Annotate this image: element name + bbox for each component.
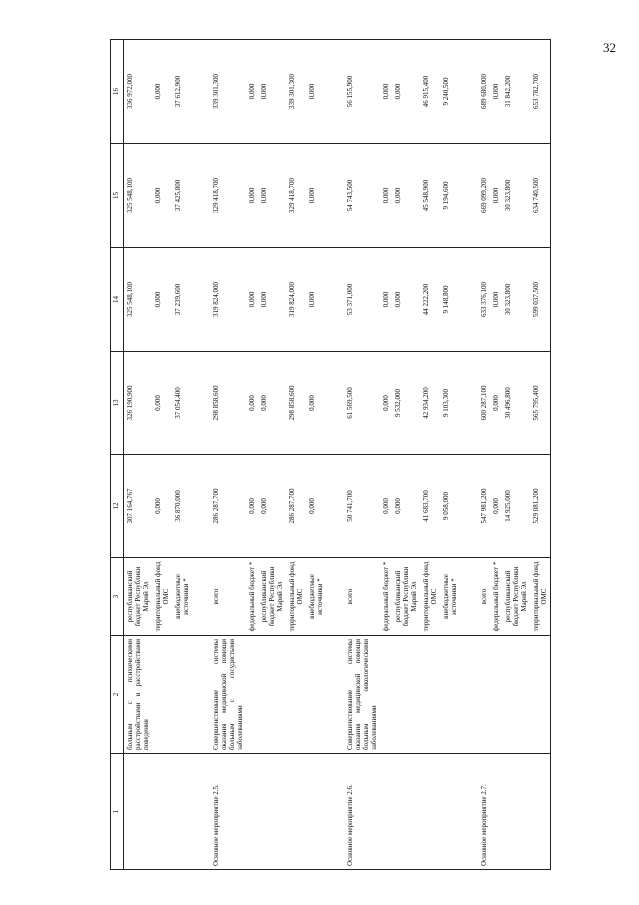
value-cell: 45 548,900 [420, 144, 440, 248]
value-cell: 633 376,100 [478, 248, 490, 352]
activity-cell [392, 754, 420, 870]
value-cell: 9 148,800 [440, 248, 460, 352]
value-cell: 54 743,500 [344, 144, 380, 248]
table-row [344, 40, 380, 870]
description-cell: больным с психическими расстройствами и расстройствами поведения [124, 636, 153, 754]
value-cell: 0,000 [152, 455, 172, 558]
activity-cell [124, 754, 153, 870]
description-cell [306, 636, 326, 754]
value-cell: 286 287,700 [210, 455, 246, 558]
activity-cell [286, 754, 306, 870]
value-cell: 0,000 [490, 248, 502, 352]
value-cell: 0,000 [306, 40, 326, 144]
spacer-cell [192, 455, 210, 558]
value-cell: 9 194,600 [440, 144, 460, 248]
value-cell: 37 612,900 [172, 40, 192, 144]
funding-source-cell: республиканский бюджет Республики Марий Эл [124, 558, 153, 636]
spacer-cell [460, 144, 478, 248]
description-cell [392, 636, 420, 754]
value-cell: 0,000 [152, 40, 172, 144]
value-cell: 37 239,600 [172, 248, 192, 352]
value-cell: 0,000 [246, 455, 258, 558]
value-cell: 0,000 [380, 352, 392, 455]
value-cell: 0,000 [258, 248, 286, 352]
value-cell: 36 870,000 [172, 455, 192, 558]
spacer-cell [460, 352, 478, 455]
value-cell: 53 371,000 [344, 248, 380, 352]
value-cell: 0,000 [392, 455, 420, 558]
activity-cell [258, 754, 286, 870]
value-cell: 46 915,400 [420, 40, 440, 144]
funding-source-cell: территориальный фонд ОМС [286, 558, 306, 636]
value-cell: 0,000 [306, 455, 326, 558]
value-cell: 37 425,800 [172, 144, 192, 248]
table-row [210, 40, 246, 870]
value-cell: 31 842,200 [502, 40, 530, 144]
activity-cell [306, 754, 326, 870]
spacer-cell [460, 40, 478, 144]
description-cell [172, 636, 192, 754]
value-cell: 9 058,000 [440, 455, 460, 558]
spacer-cell [192, 40, 210, 144]
value-cell: 0,000 [306, 352, 326, 455]
spacer-row [326, 40, 344, 870]
value-cell: 286 287,700 [286, 455, 306, 558]
spacer-cell [326, 754, 344, 870]
funding-source-cell: территориальный фонд ОМС [152, 558, 172, 636]
table-row [258, 40, 286, 870]
funding-source-cell: внебюджетные источники * [172, 558, 192, 636]
value-cell: 30 496,800 [502, 352, 530, 455]
value-cell: 669 099,200 [478, 144, 490, 248]
value-cell: 56 155,900 [344, 40, 380, 144]
funding-source-cell: всего [478, 558, 490, 636]
spacer-cell [326, 40, 344, 144]
activity-cell: Основное мероприятие 2.6. [344, 754, 380, 870]
value-cell: 0,000 [246, 248, 258, 352]
spacer-cell [326, 636, 344, 754]
value-cell: 689 680,000 [478, 40, 490, 144]
value-cell: 9 103,300 [440, 352, 460, 455]
header-cell: 12 [111, 455, 124, 558]
header-row [111, 40, 124, 870]
value-cell: 326 190,900 [124, 352, 153, 455]
value-cell: 329 418,700 [210, 144, 246, 248]
spacer-cell [192, 144, 210, 248]
table-row [478, 40, 490, 870]
value-cell: 0,000 [152, 144, 172, 248]
value-cell: 339 301,300 [210, 40, 246, 144]
spacer-cell [326, 352, 344, 455]
header-cell: 2 [111, 636, 124, 754]
value-cell: 0,000 [246, 352, 258, 455]
value-cell: 0,000 [490, 40, 502, 144]
funding-source-cell: территориальный фонд ОМС [420, 558, 440, 636]
description-cell [478, 636, 490, 754]
table-row [502, 40, 530, 870]
value-cell: 0,000 [306, 248, 326, 352]
spacer-cell [192, 754, 210, 870]
description-cell [258, 636, 286, 754]
description-cell [286, 636, 306, 754]
value-cell: 0,000 [246, 144, 258, 248]
value-cell: 0,000 [380, 40, 392, 144]
value-cell: 41 683,700 [420, 455, 440, 558]
value-cell: 325 548,100 [124, 144, 153, 248]
funding-source-cell: республиканский бюджет Республики Марий Эл [502, 558, 530, 636]
spacer-cell [326, 144, 344, 248]
table-body [124, 40, 551, 870]
value-cell: 599 037,500 [530, 248, 551, 352]
value-cell: 339 301,300 [286, 40, 306, 144]
table-row [246, 40, 258, 870]
value-cell: 61 569,500 [344, 352, 380, 455]
value-cell: 0,000 [490, 455, 502, 558]
value-cell: 0,000 [258, 352, 286, 455]
spacer-cell [460, 248, 478, 352]
activity-cell [502, 754, 530, 870]
header-cell: 1 [111, 754, 124, 870]
value-cell: 0,000 [392, 40, 420, 144]
spacer-cell [326, 455, 344, 558]
value-cell: 0,000 [392, 144, 420, 248]
value-cell: 0,000 [392, 248, 420, 352]
value-cell: 42 934,200 [420, 352, 440, 455]
header-cell: 3 [111, 558, 124, 636]
funding-source-cell: федеральный бюджет * [246, 558, 258, 636]
value-cell: 319 824,000 [210, 248, 246, 352]
funding-source-cell: внебюджетные источники * [306, 558, 326, 636]
table-row [124, 40, 153, 870]
value-cell: 0,000 [258, 40, 286, 144]
funding-source-cell: всего [210, 558, 246, 636]
value-cell: 298 858,600 [210, 352, 246, 455]
header-cell: 14 [111, 248, 124, 352]
value-cell: 30 323,800 [502, 248, 530, 352]
spacer-cell [192, 636, 210, 754]
spacer-cell [326, 558, 344, 636]
funding-source-cell: федеральный бюджет * [380, 558, 392, 636]
funding-source-cell: всего [344, 558, 380, 636]
funding-source-cell: территориальный фонд ОМС [530, 558, 551, 636]
value-cell: 37 054,400 [172, 352, 192, 455]
value-cell: 0,000 [258, 455, 286, 558]
activity-cell [246, 754, 258, 870]
value-cell: 565 795,400 [530, 352, 551, 455]
description-cell [380, 636, 392, 754]
description-cell [502, 636, 530, 754]
description-cell: Совершенствование системы оказания медицинской помощи больным онкологическими заболеваниями [344, 636, 380, 754]
table-row [440, 40, 460, 870]
value-cell: 0,000 [306, 144, 326, 248]
description-cell: Совершенствование системы оказания медицинской помощи больным с сосудистыми заболеваниями [210, 636, 246, 754]
activity-cell [530, 754, 551, 870]
value-cell: 529 081,200 [530, 455, 551, 558]
value-cell: 336 972,000 [124, 40, 153, 144]
spacer-cell [460, 558, 478, 636]
description-cell [420, 636, 440, 754]
value-cell: 325 548,100 [124, 248, 153, 352]
table-row [530, 40, 551, 870]
value-cell: 9 532,000 [392, 352, 420, 455]
activity-cell [490, 754, 502, 870]
header-cell: 16 [111, 40, 124, 144]
value-cell: 653 782,700 [530, 40, 551, 144]
spacer-row [460, 40, 478, 870]
spacer-cell [192, 352, 210, 455]
value-cell: 0,000 [380, 455, 392, 558]
funding-source-cell: республиканский бюджет Республики Марий Эл [258, 558, 286, 636]
header-cell: 13 [111, 352, 124, 455]
value-cell: 14 925,000 [502, 455, 530, 558]
value-cell: 0,000 [490, 352, 502, 455]
spacer-cell [192, 248, 210, 352]
value-cell: 0,000 [380, 248, 392, 352]
table-row [490, 40, 502, 870]
value-cell: 0,000 [246, 40, 258, 144]
table-row [152, 40, 172, 870]
activity-cell: Основное мероприятие 2.5. [210, 754, 246, 870]
table-row [392, 40, 420, 870]
value-cell: 50 741,700 [344, 455, 380, 558]
table-row [420, 40, 440, 870]
page-number: 32 [603, 40, 616, 55]
value-cell: 600 287,100 [478, 352, 490, 455]
description-cell [440, 636, 460, 754]
value-cell: 0,000 [152, 248, 172, 352]
value-cell: 547 981,200 [478, 455, 490, 558]
value-cell: 307 164,767 [124, 455, 153, 558]
table-row [286, 40, 306, 870]
table-row [306, 40, 326, 870]
funding-source-cell: республиканский бюджет Республики Марий Эл [392, 558, 420, 636]
table-row [380, 40, 392, 870]
value-cell: 9 240,500 [440, 40, 460, 144]
value-cell: 0,000 [490, 144, 502, 248]
funding-source-cell: внебюджетные источники * [440, 558, 460, 636]
description-cell [530, 636, 551, 754]
spacer-row [192, 40, 210, 870]
value-cell: 298 858,600 [286, 352, 306, 455]
value-cell: 319 824,000 [286, 248, 306, 352]
activity-cell: Основное мероприятие 2.7. [478, 754, 490, 870]
value-cell: 30 323,800 [502, 144, 530, 248]
value-cell: 0,000 [152, 352, 172, 455]
spacer-cell [460, 455, 478, 558]
activity-cell [380, 754, 392, 870]
spacer-cell [326, 248, 344, 352]
value-cell: 0,000 [258, 144, 286, 248]
activity-cell [440, 754, 460, 870]
value-cell: 0,000 [380, 144, 392, 248]
spacer-cell [192, 558, 210, 636]
description-cell [490, 636, 502, 754]
value-cell: 44 222,200 [420, 248, 440, 352]
value-cell: 329 418,700 [286, 144, 306, 248]
header-cell: 15 [111, 144, 124, 248]
value-cell: 634 740,500 [530, 144, 551, 248]
budget-table [110, 39, 551, 870]
spacer-cell [460, 636, 478, 754]
activity-cell [152, 754, 172, 870]
description-cell [246, 636, 258, 754]
table-row [172, 40, 192, 870]
description-cell [152, 636, 172, 754]
activity-cell [420, 754, 440, 870]
activity-cell [172, 754, 192, 870]
spacer-cell [460, 754, 478, 870]
rotated-table-container [110, 40, 600, 870]
funding-source-cell: федеральный бюджет * [490, 558, 502, 636]
